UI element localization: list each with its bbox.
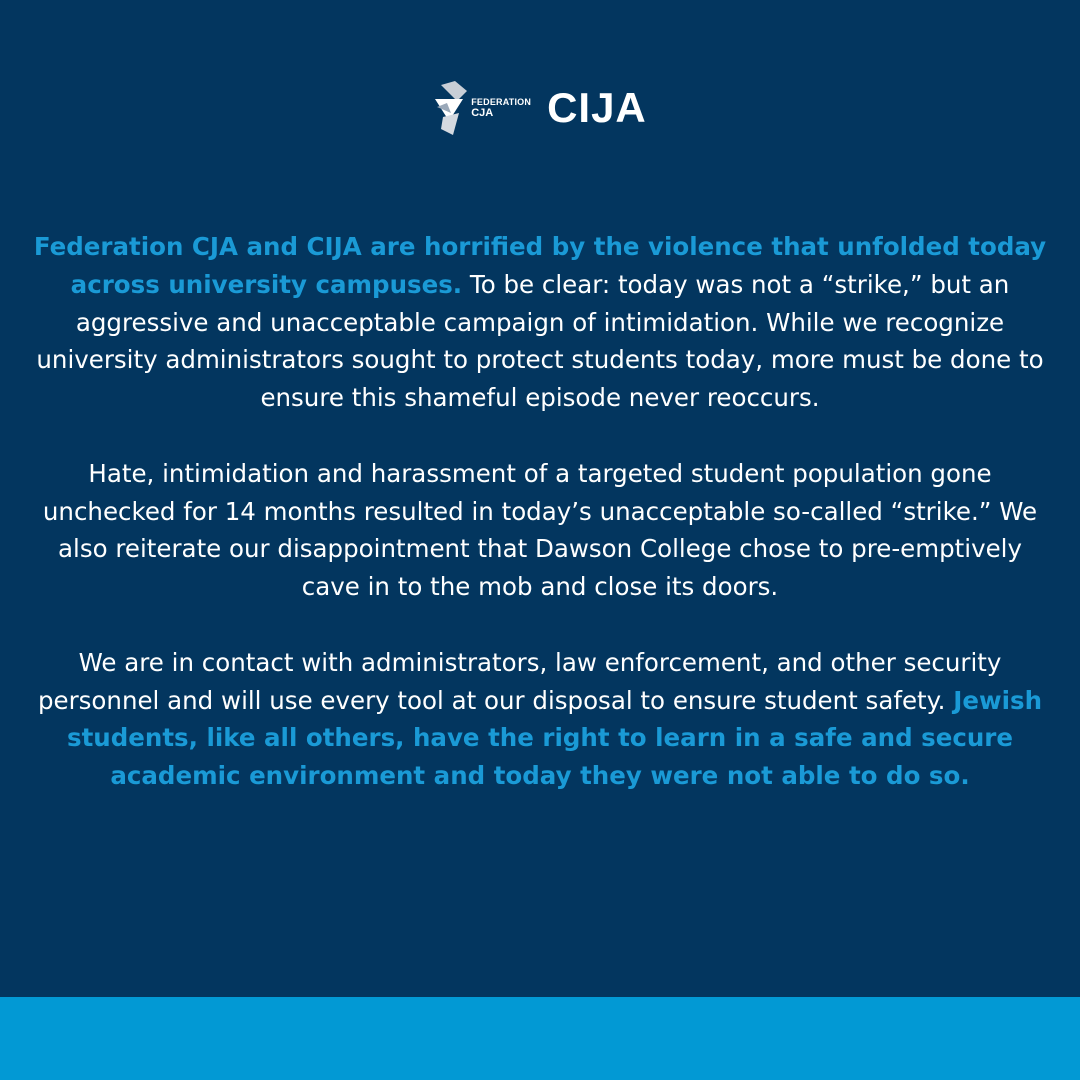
statement-paragraph-2 — [28, 455, 1052, 606]
statement-text — [28, 228, 1052, 833]
statement-p1-text: To be clear: today was not a “strike,” but an aggressive and unacceptable campaign of intimidation. While we recognize university administrators sought to protect students today, more must be done to ensure this shameful episode never reoccurs. — [36, 269, 1044, 413]
statement-p3-highlight: Jewish students, like all others, have the right to learn in a safe and secure academic environment and today they were not able to do so. — [66, 685, 1043, 791]
statement-paragraph-3 — [28, 644, 1052, 795]
statement-paragraph-1 — [28, 228, 1052, 417]
cija-logo: CIJA — [547, 84, 647, 131]
federation-logo-line2: CJA — [471, 106, 494, 119]
federation-cja-logo — [433, 76, 531, 140]
federation-logo-line1: FEDERATION — [471, 96, 532, 107]
bottom-accent-bar — [0, 997, 1080, 1080]
statement-p1-highlight: Federation CJA and CIJA are horrified by the violence that unfolded today across university campuses. — [33, 232, 1047, 299]
statement-p3-text: We are in contact with administrators, law enforcement, and other security personnel and will use every tool at our disposal to ensure student safety. — [37, 647, 1002, 715]
logo-bar — [0, 76, 1080, 140]
star-of-david-icon — [433, 77, 469, 139]
statement-p2-text: Hate, intimidation and harassment of a targeted student population gone unchecked for 14 months resulted in today’s unacceptable so-called “strike.” We also reiterate our disappointment that Dawson College chose to pre-emptively cave in to the mob and close its doors. — [42, 458, 1038, 602]
